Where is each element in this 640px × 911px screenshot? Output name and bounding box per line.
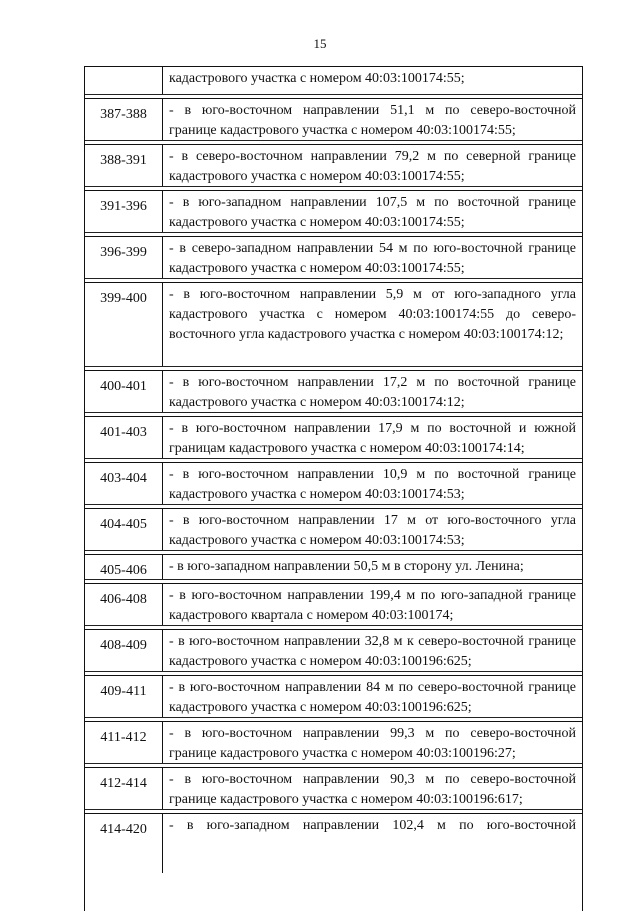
points-cell: 408-409 xyxy=(85,630,163,671)
description-cell: - в юго-восточном направлении 84 м по северо-восточной границе кадастрового участка с номером 40:03:100196:625; xyxy=(169,680,576,715)
points-cell: 406-408 xyxy=(85,584,163,625)
table-row xyxy=(85,508,582,551)
points-cell: 409-411 xyxy=(85,676,163,717)
description-cell: - в юго-восточном направлении 90,3 м по северо-восточной границе кадастрового участка с номером 40:03:100196:617; xyxy=(169,772,576,807)
table-row xyxy=(85,66,582,95)
description-cell: - в юго-западном направлении 50,5 м в сторону ул. Ленина; xyxy=(169,559,524,574)
table-row xyxy=(85,629,582,672)
points-cell: 411-412 xyxy=(85,722,163,763)
table-row xyxy=(85,236,582,279)
description-cell: - в юго-восточном направлении 17,2 м по восточной границе кадастрового участка с номером 40:03:100174:12; xyxy=(169,375,576,410)
points-cell: 396-399 xyxy=(85,237,163,278)
table-row xyxy=(85,813,582,873)
points-cell: 388-391 xyxy=(85,145,163,186)
table-row xyxy=(85,767,582,810)
description-cell: - в юго-восточном направлении 51,1 м по северо-восточной границе кадастрового участка с номером 40:03:100174:55; xyxy=(169,103,576,138)
table-row xyxy=(85,98,582,141)
points-cell: 401-403 xyxy=(85,417,163,458)
description-cell: - в северо-восточном направлении 79,2 м по северной границе кадастрового участка с номером 40:03:100174:55; xyxy=(169,149,576,184)
table-row xyxy=(85,554,582,580)
description-cell: - в юго-восточном направлении 32,8 м к северо-восточной границе кадастрового участка с номером 40:03:100196:625; xyxy=(169,634,576,669)
table-row xyxy=(85,462,582,505)
description-cell: - в юго-западном направлении 107,5 м по восточной границе кадастрового участка с номером 40:03:100174:55; xyxy=(169,195,576,230)
description-cell: - в юго-восточном направлении 5,9 м от юго-западного угла кадастрового участка с номером 40:03:100174:55 до северо-восточного угла кадастрового участка с номером 40:03:100174:12; xyxy=(169,287,576,342)
table-row xyxy=(85,144,582,187)
description-cell: - в юго-западном направлении 102,4 м по юго-восточной xyxy=(169,818,576,833)
description-cell: кадастрового участка с номером 40:03:100174:55; xyxy=(169,71,465,86)
table-row xyxy=(85,675,582,718)
description-cell: - в юго-восточном направлении 17 м от юго-восточного угла кадастрового участка с номером 40:03:100174:53; xyxy=(169,513,576,548)
boundary-table xyxy=(84,66,583,911)
description-cell: - в юго-восточном направлении 10,9 м по восточной границе кадастрового участка с номером 40:03:100174:53; xyxy=(169,467,576,502)
points-cell: 399-400 xyxy=(85,283,163,366)
description-cell: - в юго-восточном направлении 199,4 м по юго-западной границе кадастрового квартала с номером 40:03:100174; xyxy=(169,588,576,623)
table-row xyxy=(85,370,582,413)
points-cell: 403-404 xyxy=(85,463,163,504)
points-cell: 405-406 xyxy=(85,555,163,579)
points-cell: 414-420 xyxy=(85,814,163,873)
points-cell xyxy=(85,67,163,94)
table-row xyxy=(85,721,582,764)
points-cell: 404-405 xyxy=(85,509,163,550)
description-cell: - в юго-восточном направлении 99,3 м по северо-восточной границе кадастрового участка с номером 40:03:100196:27; xyxy=(169,726,576,761)
points-cell: 412-414 xyxy=(85,768,163,809)
table-row xyxy=(85,282,582,367)
description-cell: - в юго-восточном направлении 17,9 м по восточной и южной границам кадастрового участка с номером 40:03:100174:14; xyxy=(169,421,576,456)
table-row xyxy=(85,190,582,233)
page-number: 15 xyxy=(313,36,327,51)
points-cell: 391-396 xyxy=(85,191,163,232)
table-row xyxy=(85,583,582,626)
points-cell: 400-401 xyxy=(85,371,163,412)
description-cell: - в северо-западном направлении 54 м по юго-восточной границе кадастрового участка с номером 40:03:100174:55; xyxy=(169,241,576,276)
points-cell: 387-388 xyxy=(85,99,163,140)
table-row xyxy=(85,416,582,459)
